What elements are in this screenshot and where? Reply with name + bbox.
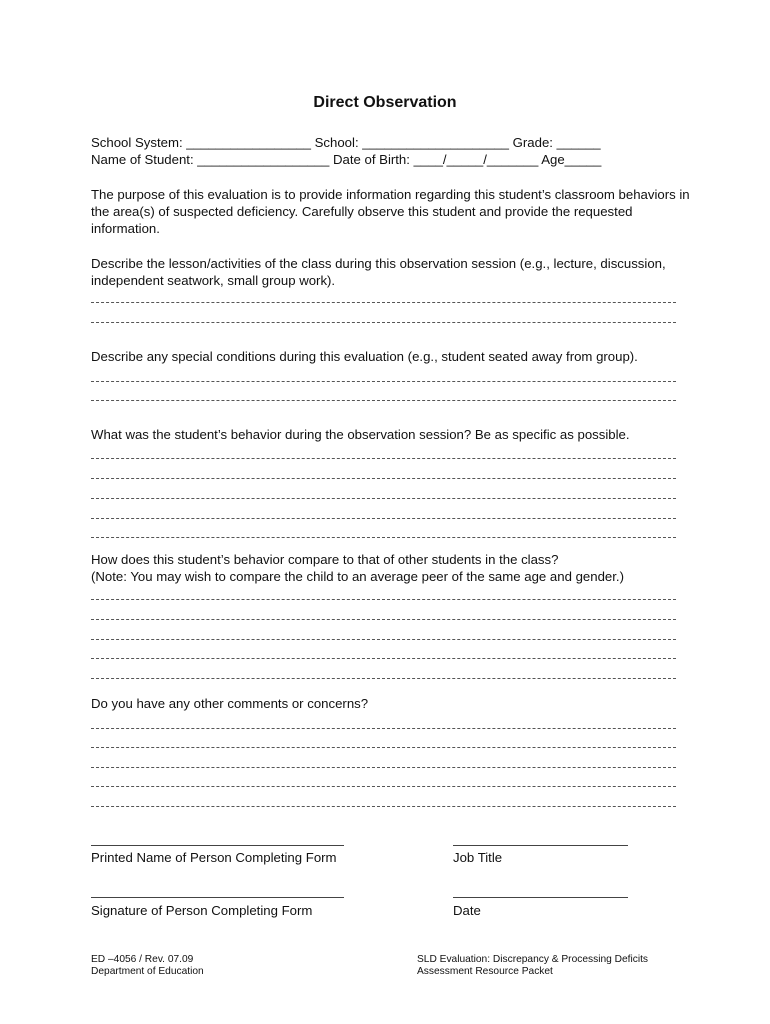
answer-line[interactable] xyxy=(91,518,676,519)
answer-line[interactable] xyxy=(91,302,676,303)
answer-line[interactable] xyxy=(91,400,676,401)
job-title-line[interactable] xyxy=(453,845,628,846)
answer-line[interactable] xyxy=(91,728,676,729)
question-behavior-comparison: How does this student’s behavior compare to that of other students in the class? xyxy=(91,552,559,567)
answer-line[interactable] xyxy=(91,498,676,499)
printed-name-label: Printed Name of Person Completing Form xyxy=(91,850,337,865)
school-info-line: School System: _________________ School: ____________________ Grade: ______ xyxy=(91,135,601,150)
answer-line[interactable] xyxy=(91,678,676,679)
job-title-label: Job Title xyxy=(453,850,503,865)
answer-line[interactable] xyxy=(91,767,676,768)
packet-subtitle: Assessment Resource Packet xyxy=(417,966,553,977)
department-name: Department of Education xyxy=(91,966,204,977)
answer-line[interactable] xyxy=(91,537,676,538)
question-other-comments: Do you have any other comments or concerns? xyxy=(91,696,369,711)
question-student-behavior: What was the student’s behavior during the observation session? Be as specific as possible. xyxy=(91,427,630,442)
question-comparison-note: (Note: You may wish to compare the child to an average peer of the same age and gender.) xyxy=(91,569,624,584)
answer-line[interactable] xyxy=(91,599,676,600)
student-info-line: Name of Student: __________________ Date of Birth: ____/_____/_______ Age_____ xyxy=(91,152,602,167)
signature-label: Signature of Person Completing Form xyxy=(91,903,313,918)
page-title: Direct Observation xyxy=(313,94,457,111)
answer-line[interactable] xyxy=(91,658,676,659)
answer-line[interactable] xyxy=(91,322,676,323)
answer-line[interactable] xyxy=(91,639,676,640)
printed-name-line[interactable] xyxy=(91,845,344,846)
question-special-conditions: Describe any special conditions during this evaluation (e.g., student seated away from group). xyxy=(91,349,638,364)
answer-line[interactable] xyxy=(91,381,676,382)
answer-line[interactable] xyxy=(91,747,676,748)
packet-title: SLD Evaluation: Discrepancy & Processing Deficits xyxy=(417,954,649,965)
answer-line[interactable] xyxy=(91,458,676,459)
answer-line[interactable] xyxy=(91,786,676,787)
date-line[interactable] xyxy=(453,897,628,898)
answer-line[interactable] xyxy=(91,478,676,479)
purpose-paragraph: The purpose of this evaluation is to provide information regarding this student’s classroom behaviors in the area(s) of suspected deficiency. Carefully observe this student and provide the requested information. xyxy=(91,187,690,236)
form-number: ED –4056 / Rev. 07.09 xyxy=(91,954,194,965)
date-label: Date xyxy=(453,903,481,918)
answer-line[interactable] xyxy=(91,619,676,620)
signature-line[interactable] xyxy=(91,897,344,898)
answer-line[interactable] xyxy=(91,806,676,807)
question-lesson-activities: Describe the lesson/activities of the class during this observation session (e.g., lecture, discussion, independent seatwork, small group work). xyxy=(91,256,666,288)
